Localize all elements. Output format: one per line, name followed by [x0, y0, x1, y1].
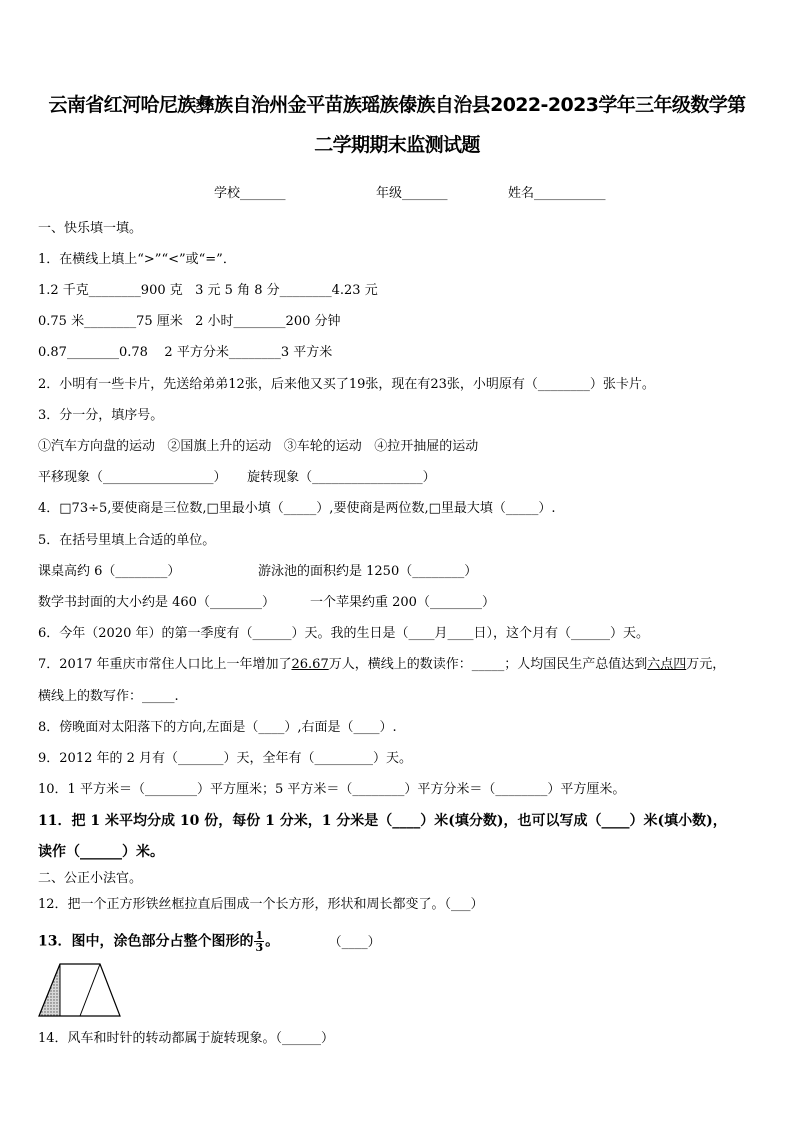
- question-11-line1: 11．把 1 米平均分成 10 份，每份 1 分米，1 分米是（____）米(填分数)，也可以写成（____）米(填小数)，: [38, 813, 727, 829]
- q7-text-c: 万元，: [686, 657, 726, 672]
- question-1-row2: 0.75 米________75 厘米 2 小时________200 分钟: [38, 314, 341, 329]
- question-10: 10．1 平方米＝（________）平方厘米；5 平方米＝（________）平方分米＝（________）平方厘米。: [38, 782, 626, 797]
- section-heading-judge: 二、公正小法官。: [38, 871, 143, 886]
- question-3-stem: 3．分一分，填序号。: [38, 408, 164, 423]
- question-5-stem: 5．在括号里填上合适的单位。: [38, 533, 216, 548]
- page-title-line2: 二学期期末监测试题: [314, 134, 480, 156]
- school-field[interactable]: 学校_______: [214, 186, 286, 201]
- fraction-numerator: 1: [255, 929, 264, 942]
- question-7-line1: [38, 656, 725, 674]
- question-7-line2: 横线上的数写作：_____.: [38, 689, 179, 704]
- question-6: 6．今年（2020 年）的第一季度有（______）天。我的生日是（____月____日），这个月有（______）天。: [38, 626, 649, 641]
- question-4: 4．□73÷5,要使商是三位数,□里最小填（_____）,要使商是两位数,□里最大填（_____）.: [38, 501, 556, 516]
- question-3-fill: 平移现象（_________________） 旋转现象（_________________）: [38, 470, 436, 485]
- q7-underlined-words: 六点四: [647, 657, 687, 672]
- question-5-row1b: 游泳池的面积约是 1250（________）: [258, 564, 478, 579]
- question-1-row3: 0.87________0.78 2 平方分米________3 平方米: [38, 345, 333, 360]
- q7-text-a: 7．2017 年重庆市常住人口比上一年增加了: [38, 657, 292, 672]
- q13-text: 13．图中，涂色部分占整个图形的: [38, 933, 254, 950]
- q13-fraction: [254, 930, 264, 953]
- q7-text-b: 万人，横线上的数读作：_____；人均国民生产总值达到: [328, 657, 648, 672]
- question-1-stem: 1．在横线上填上“>”“<”或“=”．: [38, 252, 236, 267]
- fraction-denominator: 3: [255, 941, 264, 954]
- question-5-row2b: 一个苹果约重 200（________）: [310, 595, 495, 610]
- trapezoid-figure: [38, 963, 122, 1017]
- question-2: 2．小明有一些卡片，先送给弟弟12张，后来他又买了19张，现在有23张，小明原有（________）张卡片。: [38, 377, 655, 392]
- student-info-row: [0, 182, 794, 202]
- q7-underlined-number: 26.67: [291, 657, 329, 672]
- question-14: 14．风车和时针的转动都属于旋转现象。（______）: [38, 1031, 335, 1046]
- q13-period: 。: [265, 933, 280, 950]
- section-heading-fill: 一、快乐填一填。: [38, 221, 143, 236]
- question-8: 8．傍晚面对太阳落下的方向,左面是（____）,右面是（____）.: [38, 720, 397, 735]
- question-9: 9．2012 年的 2 月有（_______）天，全年有（_________）天。: [38, 751, 413, 766]
- question-3-items: ①汽车方向盘的运动 ②国旗上升的运动 ③车轮的运动 ④拉开抽屉的运动: [38, 439, 479, 454]
- name-field[interactable]: 姓名___________: [508, 186, 606, 201]
- q13-answer-blank: （____）: [335, 934, 381, 950]
- inner-divider-diagonal: [80, 964, 100, 1016]
- grade-field[interactable]: 年级_______: [376, 186, 448, 201]
- question-5-row2a: 数学书封面的大小约是 460（________）: [38, 595, 275, 610]
- question-5-row1a: 课桌高约 6（________）: [38, 564, 181, 579]
- question-1-row1: 1.2 千克________900 克 3 元 5 角 8 分________4.23 元: [38, 283, 378, 298]
- page-title-line1: 云南省红河哈尼族彝族自治州金平苗族瑶族傣族自治县2022-2023学年三年级数学第: [48, 94, 746, 116]
- question-11-line2: 读作（______）米。: [38, 844, 164, 860]
- question-13: [38, 930, 381, 953]
- question-12: 12．把一个正方形铁丝框拉直后围成一个长方形，形状和周长都变了。（___）: [38, 897, 484, 912]
